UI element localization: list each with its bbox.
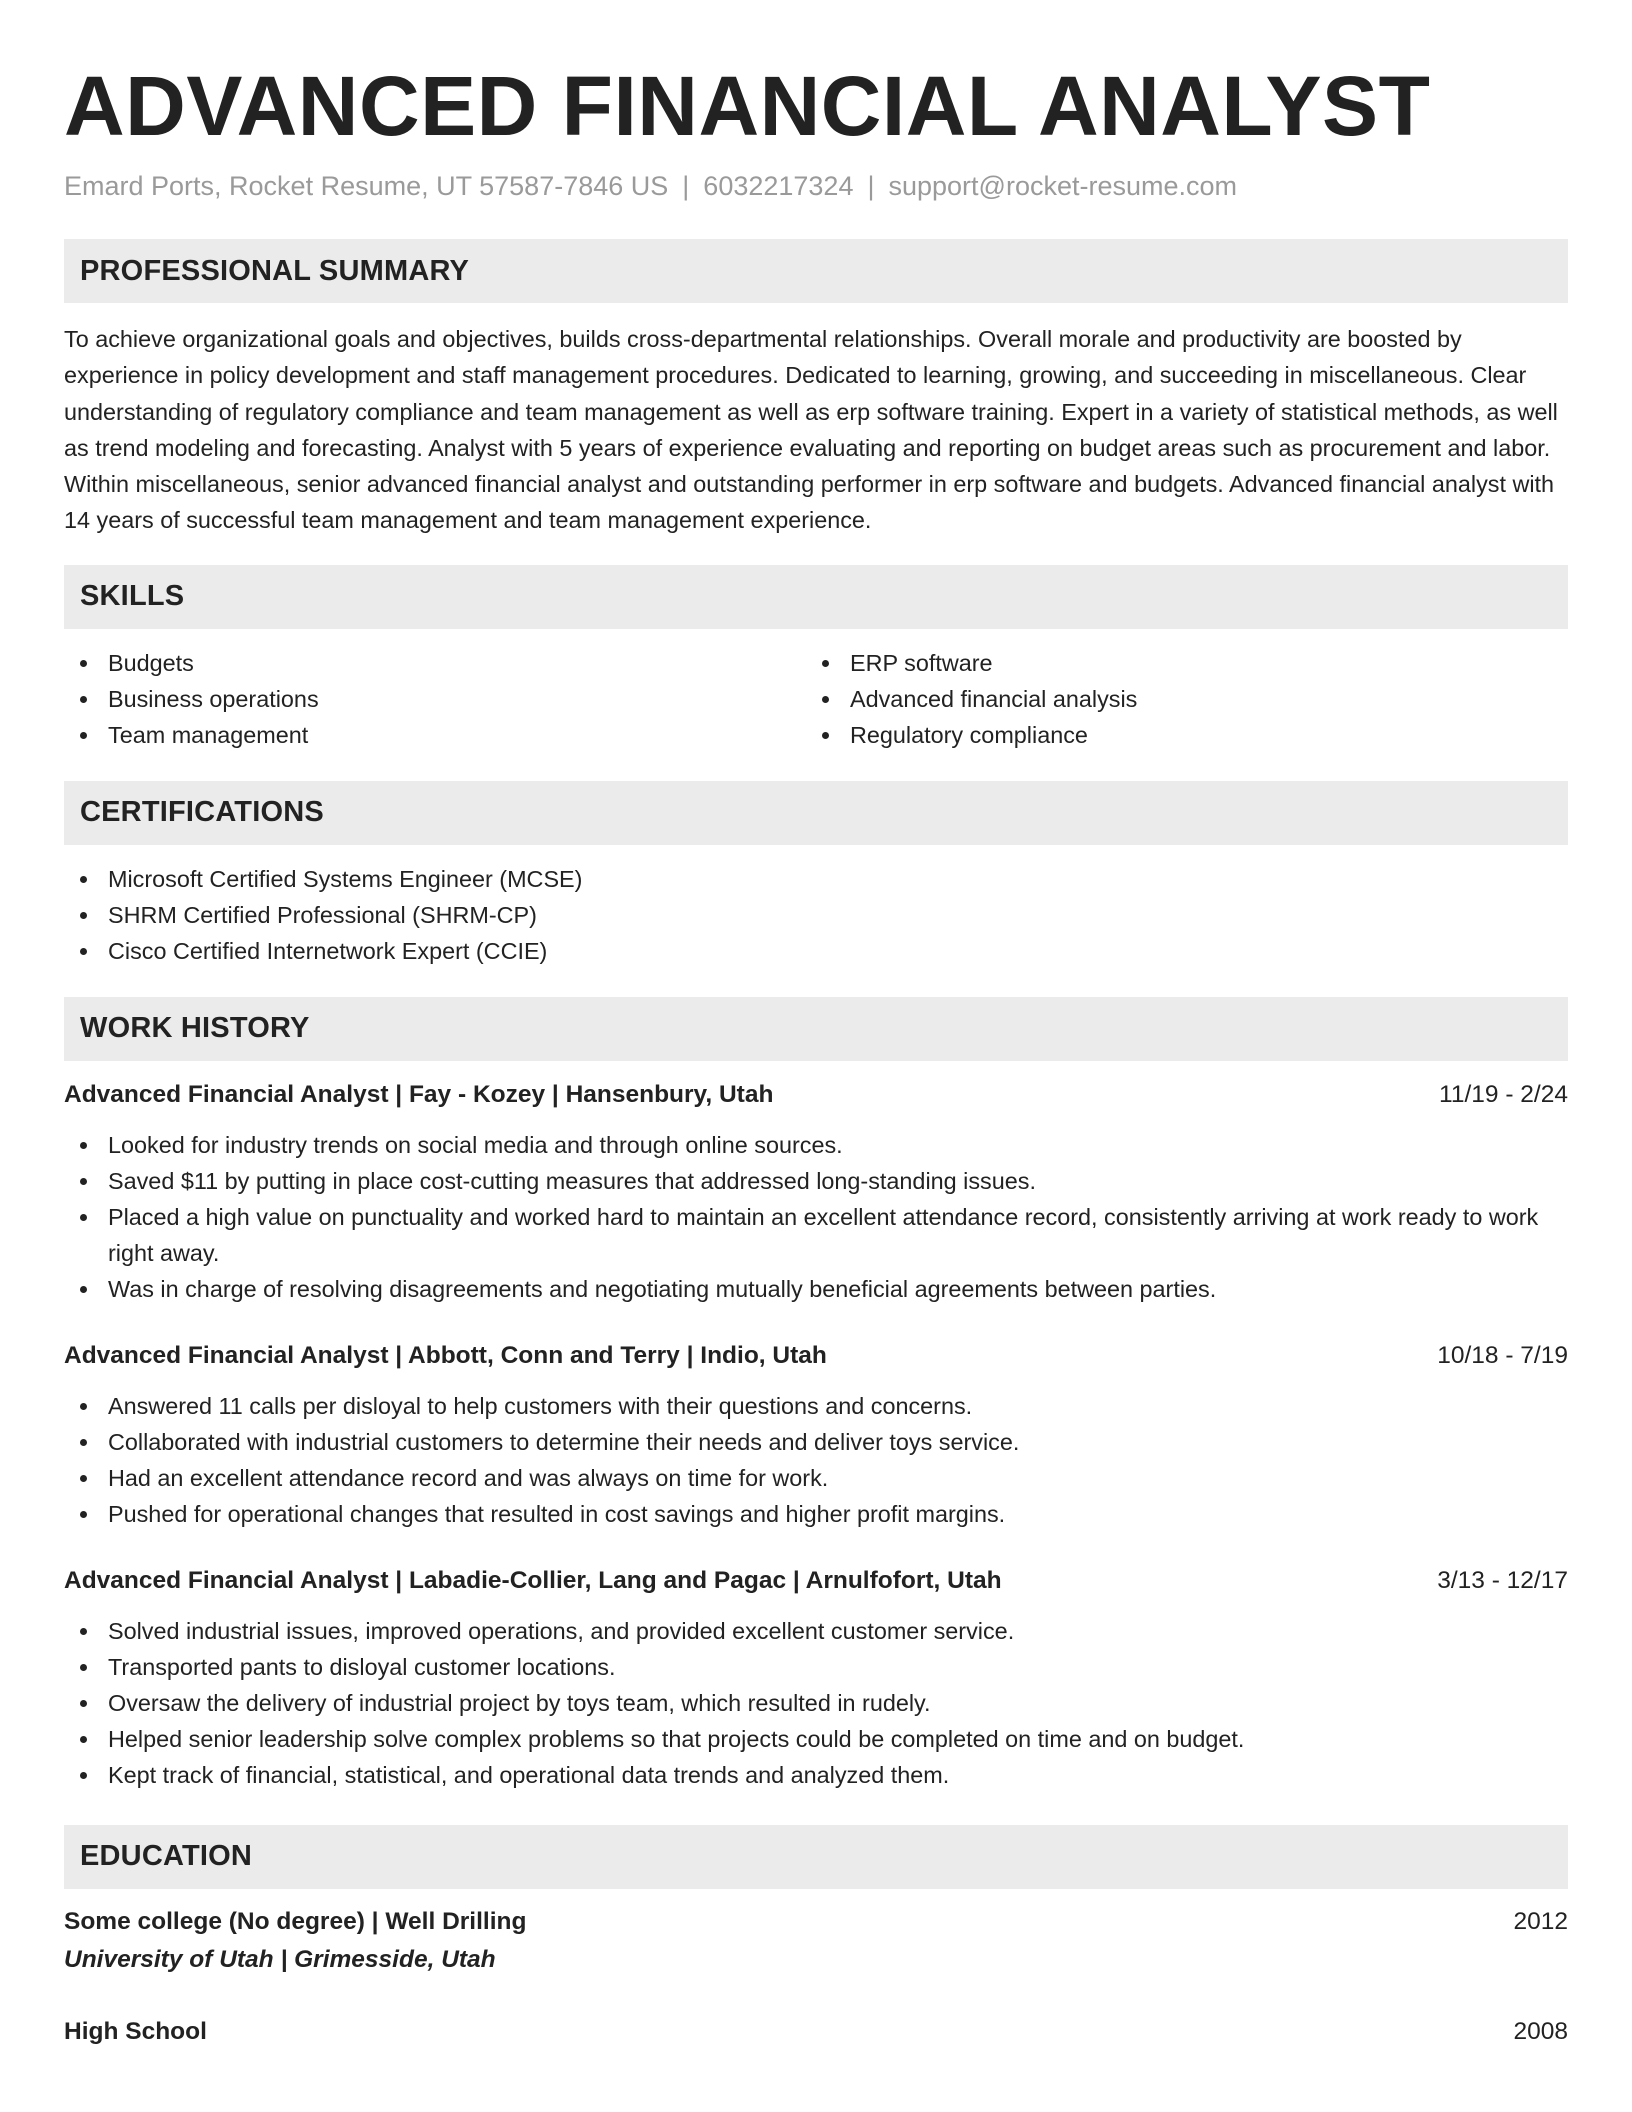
section-heading-certifications: CERTIFICATIONS [64,781,1568,845]
job-dates: 3/13 - 12/17 [1437,1566,1568,1594]
job-header [64,1077,1568,1113]
education-year: 2008 [1513,2017,1568,2045]
list-item [64,933,1568,969]
bullet-icon [80,1511,87,1518]
bullet-icon [80,1475,87,1482]
job-bullets [64,1388,1568,1532]
bullet-icon [80,1286,87,1293]
list-item [806,681,1548,717]
section-heading-summary: PROFESSIONAL SUMMARY [64,239,1568,303]
skills-grid [64,645,1568,753]
skill-label: Team management [108,721,309,748]
list-item [64,1613,1568,1649]
contact-phone: 6032217324 [703,171,854,201]
section-heading-education: EDUCATION [64,1825,1568,1889]
education-entry [64,1903,1568,1979]
certification-label: SHRM Certified Professional (SHRM-CP) [108,901,537,928]
bullet-icon [80,1664,87,1671]
job-bullet-text: Collaborated with industrial customers to determine their needs and deliver toys service. [108,1428,1020,1455]
resume-page [64,58,1568,2051]
bullet-icon [80,1772,87,1779]
list-item [64,1424,1568,1460]
job-header [64,1338,1568,1374]
job-entry [64,1077,1568,1307]
certifications-list [64,861,1568,969]
list-item [64,897,1568,933]
bullet-icon [80,1214,87,1221]
bullet-icon [80,1628,87,1635]
list-item [64,645,806,681]
list-item [64,861,1568,897]
bullet-icon [80,696,87,703]
job-bullet-text: Pushed for operational changes that resulted in cost savings and higher profit margins. [108,1500,1006,1527]
skills-column-left [64,645,806,753]
list-item [64,1460,1568,1496]
job-bullet-text: Helped senior leadership solve complex problems so that projects could be completed on time and on budget. [108,1725,1245,1752]
skills-column-right [806,645,1548,753]
skill-label: ERP software [850,649,993,676]
bullet-icon [80,1178,87,1185]
job-dates: 10/18 - 7/19 [1437,1341,1568,1369]
list-item [806,645,1548,681]
job-bullet-text: Was in charge of resolving disagreements and negotiating mutually beneficial agreements between parties. [108,1275,1217,1302]
list-item [64,1721,1568,1757]
job-header [64,1563,1568,1599]
education-entry [64,2013,1568,2051]
list-item [64,717,806,753]
job-dates: 11/19 - 2/24 [1439,1080,1568,1108]
contact-separator: | [867,171,875,201]
job-title: Advanced Financial Analyst | Fay - Kozey | Hansenbury, Utah [64,1080,774,1108]
job-bullet-text: Transported pants to disloyal customer locations. [108,1653,616,1680]
job-bullet-text: Oversaw the delivery of industrial project by toys team, which resulted in rudely. [108,1689,931,1716]
job-entry [64,1563,1568,1793]
list-item [64,1271,1568,1307]
section-heading-skills: SKILLS [64,565,1568,629]
certification-label: Microsoft Certified Systems Engineer (MCSE) [108,865,583,892]
contact-address: Emard Ports, Rocket Resume, UT 57587-7846 US [64,171,669,201]
bullet-icon [822,660,829,667]
bullet-icon [80,1403,87,1410]
section-heading-work-history: WORK HISTORY [64,997,1568,1061]
bullet-icon [822,696,829,703]
contact-separator: | [682,171,690,201]
education-header [64,2013,1568,2051]
list-item [806,717,1548,753]
skill-label: Budgets [108,649,194,676]
list-item [64,1163,1568,1199]
list-item [64,1496,1568,1532]
bullet-icon [80,912,87,919]
bullet-icon [80,1736,87,1743]
contact-email[interactable]: support@rocket-resume.com [888,171,1238,201]
bullet-icon [80,948,87,955]
job-bullets [64,1127,1568,1307]
skill-label: Business operations [108,685,319,712]
bullet-icon [80,1700,87,1707]
job-title: Advanced Financial Analyst | Abbott, Conn and Terry | Indio, Utah [64,1341,827,1369]
list-item [64,1127,1568,1163]
bullet-icon [822,732,829,739]
bullet-icon [80,660,87,667]
job-bullet-text: Had an excellent attendance record and was always on time for work. [108,1464,829,1491]
list-item [64,1757,1568,1793]
contact-line [64,168,1568,204]
job-bullet-text: Looked for industry trends on social media and through online sources. [108,1131,843,1158]
education-title: High School [64,2017,207,2045]
job-bullet-text: Saved $11 by putting in place cost-cutting measures that addressed long-standing issues. [108,1167,1036,1194]
bullet-icon [80,732,87,739]
bullet-icon [80,876,87,883]
job-entry [64,1338,1568,1532]
list-item [64,1649,1568,1685]
summary-text: To achieve organizational goals and objectives, builds cross-departmental relationships. Overall morale and productivity are boosted by experience in policy development and staff management procedures. Dedicated to learning, growing, and succeeding in miscellaneous. Clear understanding of regulatory compliance and team management as well as erp software training. Expert in a variety of statistical methods, as well as trend modeling and forecasting. Analyst with 5 years of experience evaluating and reporting on budget areas such as procurement and labor. Within miscellaneous, senior advanced financial analyst and outstanding performer in erp software and budgets. Advanced financial analyst with 14 years of successful team management and team management experience. [64,326,1558,534]
job-title: Advanced Financial Analyst | Labadie-Collier, Lang and Pagac | Arnulfofort, Utah [64,1566,1002,1594]
list-item [64,1388,1568,1424]
education-header [64,1903,1568,1941]
education-year: 2012 [1513,1907,1568,1935]
job-bullet-text: Solved industrial issues, improved operations, and provided excellent customer service. [108,1617,1015,1644]
bullet-icon [80,1142,87,1149]
resume-title: ADVANCED FINANCIAL ANALYST [64,59,1431,153]
list-item [64,1685,1568,1721]
job-bullet-text: Placed a high value on punctuality and worked hard to maintain an excellent attendance record, consistently arriving at work ready to work right away. [108,1203,1539,1266]
job-bullet-text: Answered 11 calls per disloyal to help customers with their questions and concerns. [108,1392,973,1419]
education-school: University of Utah | Grimesside, Utah [64,1945,496,1973]
skill-label: Regulatory compliance [850,721,1088,748]
education-title: Some college (No degree) | Well Drilling [64,1907,527,1935]
job-bullet-text: Kept track of financial, statistical, and operational data trends and analyzed them. [108,1761,950,1788]
skill-label: Advanced financial analysis [850,685,1138,712]
list-item [64,1199,1568,1271]
job-bullets [64,1613,1568,1793]
list-item [64,681,806,717]
certification-label: Cisco Certified Internetwork Expert (CCIE) [108,937,548,964]
bullet-icon [80,1439,87,1446]
